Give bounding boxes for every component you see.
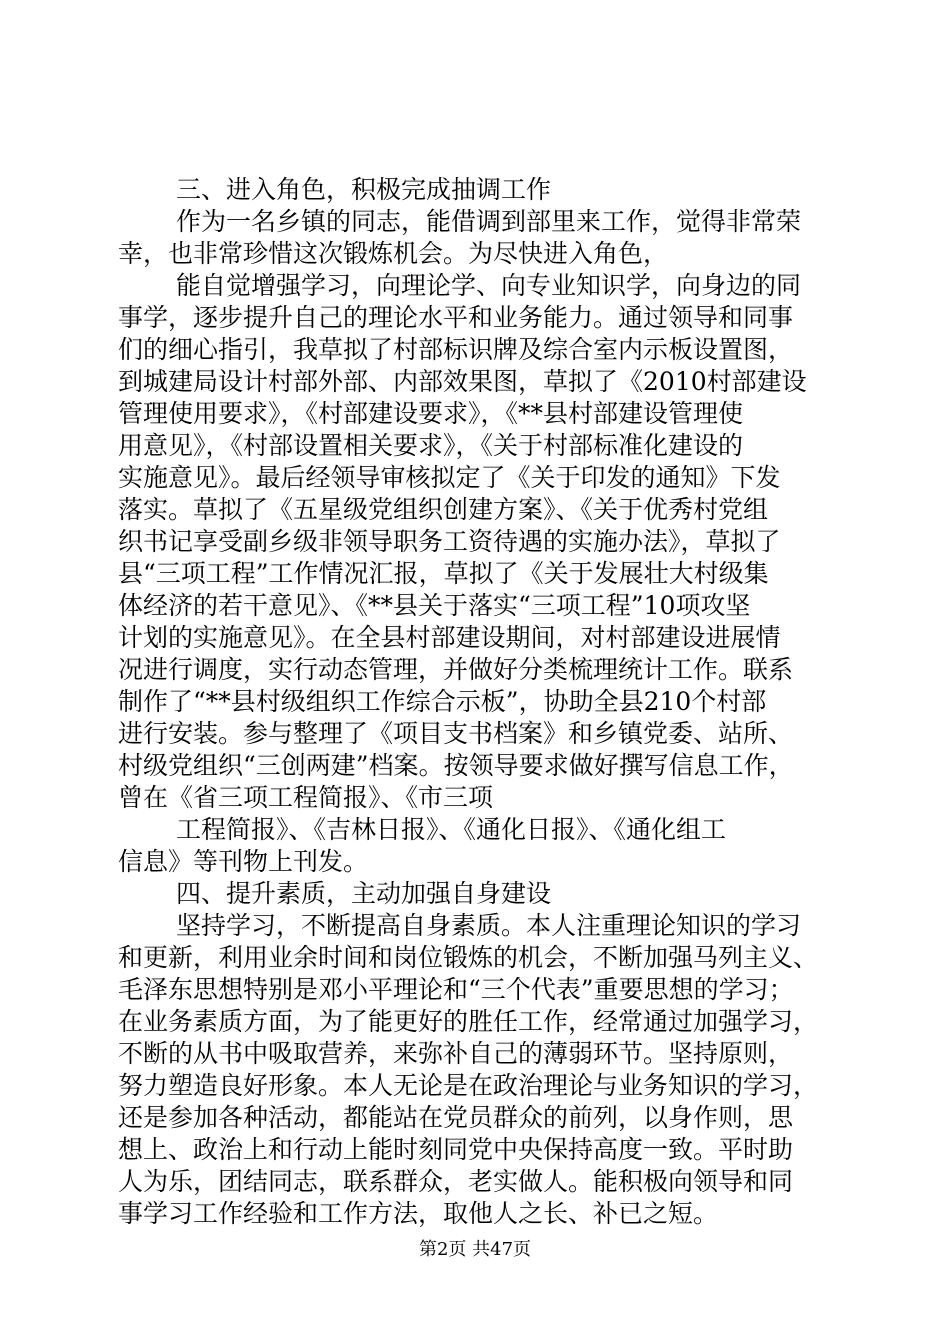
- paragraph-line: 作为一名乡镇的同志，能借调到部里来工作，觉得非常荣: [176, 207, 802, 236]
- paragraph-line: 曾在《省三项工程简报》、《市三项: [118, 783, 494, 812]
- paragraph-line: 信息》等刊物上刊发。: [118, 847, 369, 876]
- paragraph-line: 想上、政治上和行动上能时刻同党中央保持高度一致。平时助: [118, 1135, 794, 1164]
- paragraph-line: 况进行调度，实行动态管理，并做好分类梳理统计工作。联系: [118, 655, 794, 684]
- paragraph-line: 进行安装。参与整理了《项目支书档案》和乡镇党委、站所、: [118, 719, 794, 748]
- paragraph-line: 坚持学习，不断提高自身素质。本人注重理论知识的学习: [176, 911, 802, 940]
- paragraph-line: 管理使用要求》，《村部建设要求》，《**县村部建设管理使: [118, 399, 744, 428]
- document-body: [118, 174, 838, 1230]
- paragraph-line: 不断的从书中吸取营养，来弥补自己的薄弱环节。坚持原则，: [118, 1039, 794, 1068]
- paragraph-line: 实施意见》。最后经领导审核拟定了《关于印发的通知》下发: [118, 463, 781, 492]
- paragraph-line: 努力塑造良好形象。本人无论是在政治理论与业务知识的学习，: [118, 1071, 819, 1100]
- paragraph-line: 还是参加各种活动，都能站在党员群众的前列，以身作则，思: [118, 1103, 794, 1132]
- paragraph-line: 织书记享受副乡级非领导职务工资待遇的实施办法》，草拟了: [118, 527, 781, 556]
- page-number-footer: 第2页 共47页: [418, 1239, 532, 1260]
- paragraph-line: 和更新，利用业余时间和岗位锻炼的机会，不断加强马列主义、: [118, 943, 819, 972]
- section-heading-4: 四、提升素质，主动加强自身建设: [176, 879, 552, 908]
- paragraph-line: 事学，逐步提升自己的理论水平和业务能力。通过领导和同事: [118, 303, 794, 332]
- paragraph-line: 毛泽东思想特别是邓小平理论和“三个代表”重要思想的学习；: [118, 975, 794, 1004]
- paragraph-line: 村级党组织“三创两建”档案。按领导要求做好撰写信息工作，: [118, 751, 794, 780]
- section-heading-3: 三、进入角色，积极完成抽调工作: [176, 175, 552, 204]
- paragraph-line: 事学习工作经验和工作方法，取他人之长、补已之短。: [118, 1199, 719, 1228]
- paragraph-line: 们的细心指引，我草拟了村部标识牌及综合室内示板设置图，: [118, 335, 794, 364]
- paragraph-line: 制作了“**县村级组织工作综合示板”，协助全县210个村部: [118, 687, 767, 716]
- paragraph-line: 在业务素质方面，为了能更好的胜任工作，经常通过加强学习，: [118, 1007, 819, 1036]
- paragraph-line: 人为乐，团结同志，联系群众，老实做人。能积极向领导和同: [118, 1167, 794, 1196]
- paragraph-line: 落实。草拟了《五星级党组织创建方案》、《关于优秀村党组: [118, 495, 769, 524]
- paragraph-line: 用意见》，《村部设置相关要求》，《关于村部标准化建设的: [118, 431, 744, 460]
- paragraph-line: 县“三项工程”工作情况汇报，草拟了《关于发展壮大村级集: [118, 559, 769, 588]
- paragraph-line: 工程简报》、《吉林日报》、《通化日报》、《通化组工: [176, 815, 727, 844]
- paragraph-line: 体经济的若干意见》、《**县关于落实“三项工程”10项攻坚: [118, 591, 751, 620]
- paragraph-line: 能自觉增强学习，向理论学、向专业知识学，向身边的同: [176, 271, 802, 300]
- paragraph-line: 计划的实施意见》。在全县村部建设期间，对村部建设进展情: [118, 623, 781, 652]
- paragraph-line: 幸，也非常珍惜这次锻炼机会。为尽快进入角色，: [118, 239, 669, 268]
- paragraph-line: 到城建局设计村部外部、内部效果图，草拟了《2010村部建设: [118, 367, 807, 396]
